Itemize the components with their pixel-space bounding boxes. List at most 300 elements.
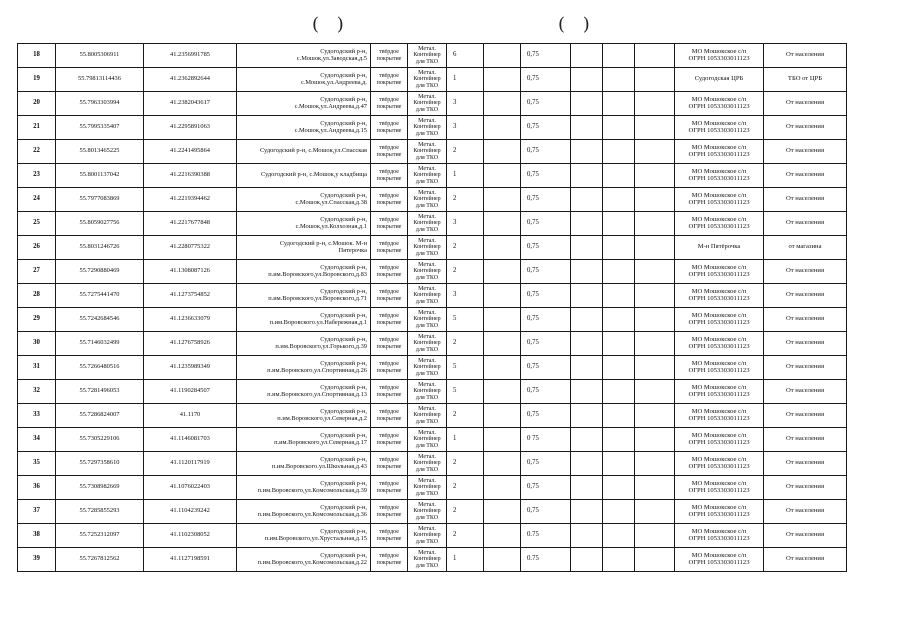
owner-cell-line: ОГРН 1053303011123 xyxy=(688,366,750,374)
container-type-cell xyxy=(408,476,447,500)
longitude-cell: 41.1102308052 xyxy=(144,524,237,548)
container-count-cell: 6 xyxy=(447,44,484,68)
address-cell xyxy=(237,308,371,332)
container-count-cell: 2 xyxy=(447,332,484,356)
empty-cell xyxy=(484,332,521,356)
empty-cell xyxy=(571,548,603,572)
owner-cell-line: МО Мошокское с/п xyxy=(691,503,747,511)
latitude-cell: 55.7252312097 xyxy=(56,524,144,548)
container-count-cell: 5 xyxy=(447,356,484,380)
surface-cell-line: покрытие xyxy=(376,103,402,110)
owner-cell-line: МО Мошокское с/п xyxy=(691,383,747,391)
row-number-cell: 21 xyxy=(18,116,56,140)
owner-cell-line: ОГРН 1053303011123 xyxy=(688,558,750,566)
container-type-cell-line: для ТКО xyxy=(415,442,439,449)
container-type-cell-line: Контейнер xyxy=(413,532,441,539)
owner-cell xyxy=(675,164,764,188)
container-type-cell-line: для ТКО xyxy=(415,202,439,209)
surface-cell-line: твёрдое xyxy=(379,456,399,463)
empty-cell xyxy=(603,356,635,380)
latitude-cell: 55.7297358610 xyxy=(56,452,144,476)
owner-cell xyxy=(675,452,764,476)
surface-cell xyxy=(371,332,408,356)
container-type-cell-line: Метал. xyxy=(418,166,436,173)
table-row xyxy=(18,188,847,212)
address-cell-line: Судогодский р-н, xyxy=(320,407,367,415)
empty-cell xyxy=(603,68,635,92)
latitude-cell: 55.7242684546 xyxy=(56,308,144,332)
longitude-cell: 41.1276758926 xyxy=(144,332,237,356)
owner-cell-line: ОГРН 1053303011123 xyxy=(688,486,750,494)
owner-cell-line: ОГРН 1053303011123 xyxy=(688,414,750,422)
longitude-cell: 41.1104239242 xyxy=(144,500,237,524)
address-cell-line: Судогодский р-н, xyxy=(320,527,367,535)
address-cell-line: Судогодский р-н, с.Мошок. М-н xyxy=(279,239,367,247)
empty-cell xyxy=(571,356,603,380)
surface-cell-line: покрытие xyxy=(376,223,402,230)
container-type-cell xyxy=(408,548,447,572)
empty-cell xyxy=(635,428,675,452)
container-type-cell-line: Метал. xyxy=(418,142,436,149)
container-type-cell-line: для ТКО xyxy=(415,274,439,281)
container-type-cell-line: Метал. xyxy=(418,190,436,197)
surface-cell xyxy=(371,164,408,188)
latitude-cell: 55.8031246726 xyxy=(56,236,144,260)
owner-cell-line: МО Мошокское с/п xyxy=(691,95,747,103)
container-count-cell: 3 xyxy=(447,284,484,308)
container-volume-cell: 0,75 xyxy=(521,116,571,140)
longitude-cell: 41.1236633079 xyxy=(144,308,237,332)
owner-cell xyxy=(675,212,764,236)
empty-cell xyxy=(484,428,521,452)
waste-source-cell: От населения xyxy=(764,356,847,380)
empty-cell xyxy=(571,116,603,140)
empty-cell xyxy=(571,284,603,308)
latitude-cell: 55.7308982669 xyxy=(56,476,144,500)
owner-cell-line: ОГРН 1053303011123 xyxy=(688,294,750,302)
empty-cell xyxy=(603,92,635,116)
address-cell xyxy=(237,332,371,356)
container-volume-cell: 0,75 xyxy=(521,500,571,524)
empty-cell xyxy=(603,452,635,476)
surface-cell-line: покрытие xyxy=(376,439,402,446)
container-volume-cell: 0,75 xyxy=(521,164,571,188)
container-type-cell-line: Метал. xyxy=(418,550,436,557)
table-row xyxy=(18,116,847,140)
address-cell xyxy=(237,116,371,140)
surface-cell xyxy=(371,68,408,92)
waste-source-cell: От населения xyxy=(764,188,847,212)
waste-sites-table xyxy=(17,43,847,572)
address-cell xyxy=(237,260,371,284)
owner-cell-line: ОГРН 1053303011123 xyxy=(688,534,750,542)
surface-cell-line: твёрдое xyxy=(379,336,399,343)
owner-cell-line: Судогодская ЦРБ xyxy=(694,75,744,83)
row-number-cell: 22 xyxy=(18,140,56,164)
owner-cell-line: МО Мошокское с/п xyxy=(691,311,747,319)
table-row xyxy=(18,140,847,164)
address-cell-line: с.Мошок,ул.Андреева,д. xyxy=(300,78,367,86)
empty-cell xyxy=(635,236,675,260)
container-volume-cell: 0,75 xyxy=(521,140,571,164)
address-cell-line: Судогодский р-н, xyxy=(320,263,367,271)
empty-cell xyxy=(571,68,603,92)
address-cell xyxy=(237,188,371,212)
waste-source-cell: От населения xyxy=(764,524,847,548)
container-type-cell-line: для ТКО xyxy=(415,130,439,137)
container-type-cell-line: для ТКО xyxy=(415,250,439,257)
container-count-cell: 1 xyxy=(447,164,484,188)
empty-cell xyxy=(635,260,675,284)
longitude-cell: 41.1120117919 xyxy=(144,452,237,476)
waste-source-cell: От населения xyxy=(764,332,847,356)
container-type-cell-line: Метал. xyxy=(418,46,436,53)
surface-cell-line: твёрдое xyxy=(379,552,399,559)
waste-source-cell: От населения xyxy=(764,428,847,452)
owner-cell xyxy=(675,188,764,212)
address-cell-line: Судогодский р-н, xyxy=(320,287,367,295)
surface-cell xyxy=(371,380,408,404)
address-cell xyxy=(237,428,371,452)
address-cell-line: п.им.Воровского,ул.Воровского,д.83 xyxy=(268,270,367,278)
row-number-cell: 30 xyxy=(18,332,56,356)
empty-cell xyxy=(635,92,675,116)
container-type-cell-line: Контейнер xyxy=(413,220,441,227)
container-type-cell xyxy=(408,428,447,452)
waste-source-cell: От населения xyxy=(764,452,847,476)
container-type-cell-line: Метал. xyxy=(418,526,436,533)
container-volume-cell: 0,75 xyxy=(521,68,571,92)
table-row xyxy=(18,92,847,116)
surface-cell-line: покрытие xyxy=(376,415,402,422)
empty-cell xyxy=(484,404,521,428)
container-type-cell xyxy=(408,332,447,356)
surface-cell xyxy=(371,284,408,308)
container-count-cell: 3 xyxy=(447,212,484,236)
address-cell xyxy=(237,548,371,572)
address-cell-line: п.им.Воровского,ул.Комсомольская,д.39 xyxy=(257,486,367,494)
latitude-cell: 55.7281496053 xyxy=(56,380,144,404)
container-type-cell-line: для ТКО xyxy=(415,418,439,425)
surface-cell-line: твёрдое xyxy=(379,480,399,487)
surface-cell xyxy=(371,44,408,68)
container-volume-cell: 0.75 xyxy=(521,548,571,572)
empty-cell xyxy=(571,500,603,524)
table-row xyxy=(18,380,847,404)
container-type-cell-line: для ТКО xyxy=(415,538,439,545)
container-type-cell-line: для ТКО xyxy=(415,346,439,353)
container-type-cell-line: для ТКО xyxy=(415,322,439,329)
owner-cell xyxy=(675,308,764,332)
container-type-cell-line: Контейнер xyxy=(413,76,441,83)
address-cell xyxy=(237,236,371,260)
empty-cell xyxy=(571,428,603,452)
container-type-cell-line: для ТКО xyxy=(415,298,439,305)
empty-cell xyxy=(484,284,521,308)
container-count-cell: 2 xyxy=(447,140,484,164)
surface-cell xyxy=(371,356,408,380)
owner-cell-line: МО Мошокское с/п xyxy=(691,527,747,535)
row-number-cell: 35 xyxy=(18,452,56,476)
surface-cell xyxy=(371,140,408,164)
owner-cell-line: ОГРН 1053303011123 xyxy=(688,198,750,206)
empty-cell xyxy=(603,116,635,140)
address-cell-line: п.им.Воровского.ул.Набережная,д.1 xyxy=(269,318,367,326)
container-type-cell-line: Контейнер xyxy=(413,172,441,179)
container-type-cell-line: Метал. xyxy=(418,454,436,461)
address-cell xyxy=(237,380,371,404)
surface-cell xyxy=(371,500,408,524)
owner-cell xyxy=(675,548,764,572)
container-count-cell: 1 xyxy=(447,548,484,572)
latitude-cell: 55.8013465225 xyxy=(56,140,144,164)
table-row xyxy=(18,260,847,284)
container-type-cell-line: Метал. xyxy=(418,334,436,341)
surface-cell-line: покрытие xyxy=(376,319,402,326)
owner-cell xyxy=(675,500,764,524)
empty-cell xyxy=(603,236,635,260)
owner-cell-line: М-н Пятёрочка xyxy=(697,243,741,251)
surface-cell-line: твёрдое xyxy=(379,72,399,79)
owner-cell-line: МО Мошокское с/п xyxy=(691,167,747,175)
surface-cell xyxy=(371,404,408,428)
owner-cell xyxy=(675,140,764,164)
table-row xyxy=(18,44,847,68)
empty-cell xyxy=(484,356,521,380)
owner-cell-line: ОГРН 1053303011123 xyxy=(688,174,750,182)
latitude-cell: 55.7285855293 xyxy=(56,500,144,524)
row-number-cell: 28 xyxy=(18,284,56,308)
empty-cell xyxy=(603,476,635,500)
empty-cell xyxy=(603,404,635,428)
empty-cell xyxy=(635,44,675,68)
surface-cell-line: твёрдое xyxy=(379,288,399,295)
container-count-cell: 3 xyxy=(447,116,484,140)
container-type-cell-line: Метал. xyxy=(418,286,436,293)
address-cell-line: Судогодский р-н, xyxy=(320,71,367,79)
surface-cell-line: твёрдое xyxy=(379,408,399,415)
owner-cell-line: МО Мошокское с/п xyxy=(691,191,747,199)
owner-cell xyxy=(675,284,764,308)
table-row xyxy=(18,164,847,188)
container-type-cell xyxy=(408,260,447,284)
empty-cell xyxy=(571,332,603,356)
row-number-cell: 33 xyxy=(18,404,56,428)
address-cell xyxy=(237,164,371,188)
longitude-cell: 41.1235989349 xyxy=(144,356,237,380)
container-type-cell xyxy=(408,380,447,404)
container-type-cell-line: Метал. xyxy=(418,478,436,485)
container-type-cell-line: для ТКО xyxy=(415,370,439,377)
address-cell-line: Судогодский р-н, с.Мошок,ул.Спасская xyxy=(259,147,367,155)
empty-cell xyxy=(635,140,675,164)
longitude-cell: 41.2280775322 xyxy=(144,236,237,260)
container-volume-cell: 0.75 xyxy=(521,524,571,548)
owner-cell xyxy=(675,260,764,284)
container-type-cell xyxy=(408,188,447,212)
table-row xyxy=(18,236,847,260)
waste-source-cell: От населения xyxy=(764,308,847,332)
surface-cell-line: твёрдое xyxy=(379,240,399,247)
table-row xyxy=(18,308,847,332)
longitude-cell: 41.2362892644 xyxy=(144,68,237,92)
container-volume-cell: 0,75 xyxy=(521,356,571,380)
surface-cell-line: твёрдое xyxy=(379,528,399,535)
latitude-cell: 55.7266480516 xyxy=(56,356,144,380)
address-cell-line: п.им.Воровского,ул.Спортивная,д.13 xyxy=(267,390,367,398)
owner-cell-line: ОГРН 1053303011123 xyxy=(688,438,750,446)
table-row xyxy=(18,476,847,500)
address-cell-line: Судогодский р-н, с.Мошок,у кладбища xyxy=(261,171,367,179)
empty-cell xyxy=(603,548,635,572)
container-type-cell xyxy=(408,284,447,308)
table-row xyxy=(18,212,847,236)
surface-cell-line: покрытие xyxy=(376,271,402,278)
empty-cell xyxy=(635,212,675,236)
container-count-cell: 5 xyxy=(447,308,484,332)
table-row xyxy=(18,452,847,476)
container-type-cell-line: Метал. xyxy=(418,430,436,437)
surface-cell xyxy=(371,476,408,500)
address-cell-line: Судогодский р-н, xyxy=(320,335,367,343)
owner-cell-line: МО Мошокское с/п xyxy=(691,407,747,415)
address-cell-line: Судогодский р-н, xyxy=(320,479,367,487)
surface-cell-line: покрытие xyxy=(376,391,402,398)
surface-cell-line: покрытие xyxy=(376,127,402,134)
container-type-cell-line: для ТКО xyxy=(415,178,439,185)
owner-cell-line: МО Мошокское с/п xyxy=(691,263,747,271)
surface-cell-line: покрытие xyxy=(376,487,402,494)
container-count-cell: 1 xyxy=(447,428,484,452)
address-cell-line: п.им.Воровского,ул.Спортивная,д.26 xyxy=(267,366,367,374)
longitude-cell: 41.2295891063 xyxy=(144,116,237,140)
empty-cell xyxy=(571,380,603,404)
surface-cell-line: твёрдое xyxy=(379,192,399,199)
surface-cell-line: твёрдое xyxy=(379,264,399,271)
container-type-cell xyxy=(408,524,447,548)
latitude-cell: 55.8059027756 xyxy=(56,212,144,236)
latitude-cell: 55.8005306911 xyxy=(56,44,144,68)
container-type-cell-line: Контейнер xyxy=(413,148,441,155)
address-cell xyxy=(237,68,371,92)
owner-cell-line: МО Мошокское с/п xyxy=(691,335,747,343)
container-type-cell-line: Контейнер xyxy=(413,52,441,59)
empty-cell xyxy=(603,308,635,332)
empty-cell xyxy=(571,44,603,68)
container-type-cell-line: для ТКО xyxy=(415,154,439,161)
owner-cell-line: ОГРН 1053303011123 xyxy=(688,126,750,134)
address-cell-line: с.Мошок,ул.Заводская,д.5 xyxy=(296,54,367,62)
empty-cell xyxy=(603,332,635,356)
waste-source-cell: От населения xyxy=(764,260,847,284)
latitude-cell: 55.7267812562 xyxy=(56,548,144,572)
row-number-cell: 37 xyxy=(18,500,56,524)
owner-cell xyxy=(675,68,764,92)
container-type-cell-line: Метал. xyxy=(418,214,436,221)
empty-cell xyxy=(635,500,675,524)
empty-cell xyxy=(603,188,635,212)
surface-cell-line: покрытие xyxy=(376,511,402,518)
surface-cell-line: покрытие xyxy=(376,463,402,470)
row-number-cell: 31 xyxy=(18,356,56,380)
row-number-cell: 18 xyxy=(18,44,56,68)
empty-cell xyxy=(484,140,521,164)
address-cell-line: Судогодский р-н, xyxy=(320,311,367,319)
longitude-cell: 41.2241495864 xyxy=(144,140,237,164)
address-cell-line: Судогодский р-н, xyxy=(320,551,367,559)
empty-cell xyxy=(635,188,675,212)
empty-cell xyxy=(484,44,521,68)
latitude-cell: 55.7275441470 xyxy=(56,284,144,308)
container-type-cell-line: Контейнер xyxy=(413,388,441,395)
surface-cell-line: покрытие xyxy=(376,199,402,206)
surface-cell xyxy=(371,524,408,548)
latitude-cell: 55.7290880469 xyxy=(56,260,144,284)
surface-cell-line: твёрдое xyxy=(379,312,399,319)
empty-cell xyxy=(635,452,675,476)
owner-cell-line: ОГРН 1053303011123 xyxy=(688,390,750,398)
row-number-cell: 39 xyxy=(18,548,56,572)
header-mark-right: ( ) xyxy=(558,14,596,35)
empty-cell xyxy=(484,452,521,476)
longitude-cell: 41.1273754852 xyxy=(144,284,237,308)
address-cell xyxy=(237,476,371,500)
container-type-cell xyxy=(408,116,447,140)
owner-cell-line: МО Мошокское с/п xyxy=(691,551,747,559)
container-type-cell-line: для ТКО xyxy=(415,466,439,473)
container-type-cell xyxy=(408,236,447,260)
surface-cell-line: твёрдое xyxy=(379,144,399,151)
container-type-cell-line: Контейнер xyxy=(413,196,441,203)
container-count-cell: 2 xyxy=(447,260,484,284)
row-number-cell: 34 xyxy=(18,428,56,452)
container-count-cell: 2 xyxy=(447,188,484,212)
owner-cell-line: МО Мошокское с/п xyxy=(691,287,747,295)
address-cell xyxy=(237,500,371,524)
container-type-cell-line: Контейнер xyxy=(413,412,441,419)
container-type-cell xyxy=(408,92,447,116)
empty-cell xyxy=(484,116,521,140)
container-type-cell-line: Метал. xyxy=(418,94,436,101)
address-cell-line: п.им.Воровского,ул.Горького,д.39 xyxy=(275,342,367,350)
surface-cell xyxy=(371,308,408,332)
owner-cell xyxy=(675,92,764,116)
empty-cell xyxy=(603,500,635,524)
longitude-cell: 41.2382043617 xyxy=(144,92,237,116)
empty-cell xyxy=(571,452,603,476)
surface-cell xyxy=(371,92,408,116)
row-number-cell: 29 xyxy=(18,308,56,332)
address-cell xyxy=(237,524,371,548)
empty-cell xyxy=(571,308,603,332)
owner-cell-line: ОГРН 1053303011123 xyxy=(688,270,750,278)
owner-cell-line: МО Мошокское с/п xyxy=(691,479,747,487)
surface-cell-line: твёрдое xyxy=(379,216,399,223)
surface-cell-line: покрытие xyxy=(376,79,402,86)
surface-cell-line: покрытие xyxy=(376,247,402,254)
container-type-cell-line: для ТКО xyxy=(415,58,439,65)
table-row xyxy=(18,428,847,452)
empty-cell xyxy=(571,260,603,284)
surface-cell-line: покрытие xyxy=(376,367,402,374)
surface-cell-line: твёрдое xyxy=(379,504,399,511)
container-type-cell xyxy=(408,44,447,68)
surface-cell xyxy=(371,188,408,212)
empty-cell xyxy=(484,500,521,524)
surface-cell-line: твёрдое xyxy=(379,432,399,439)
container-volume-cell: 0,75 xyxy=(521,476,571,500)
table-body xyxy=(18,44,847,572)
